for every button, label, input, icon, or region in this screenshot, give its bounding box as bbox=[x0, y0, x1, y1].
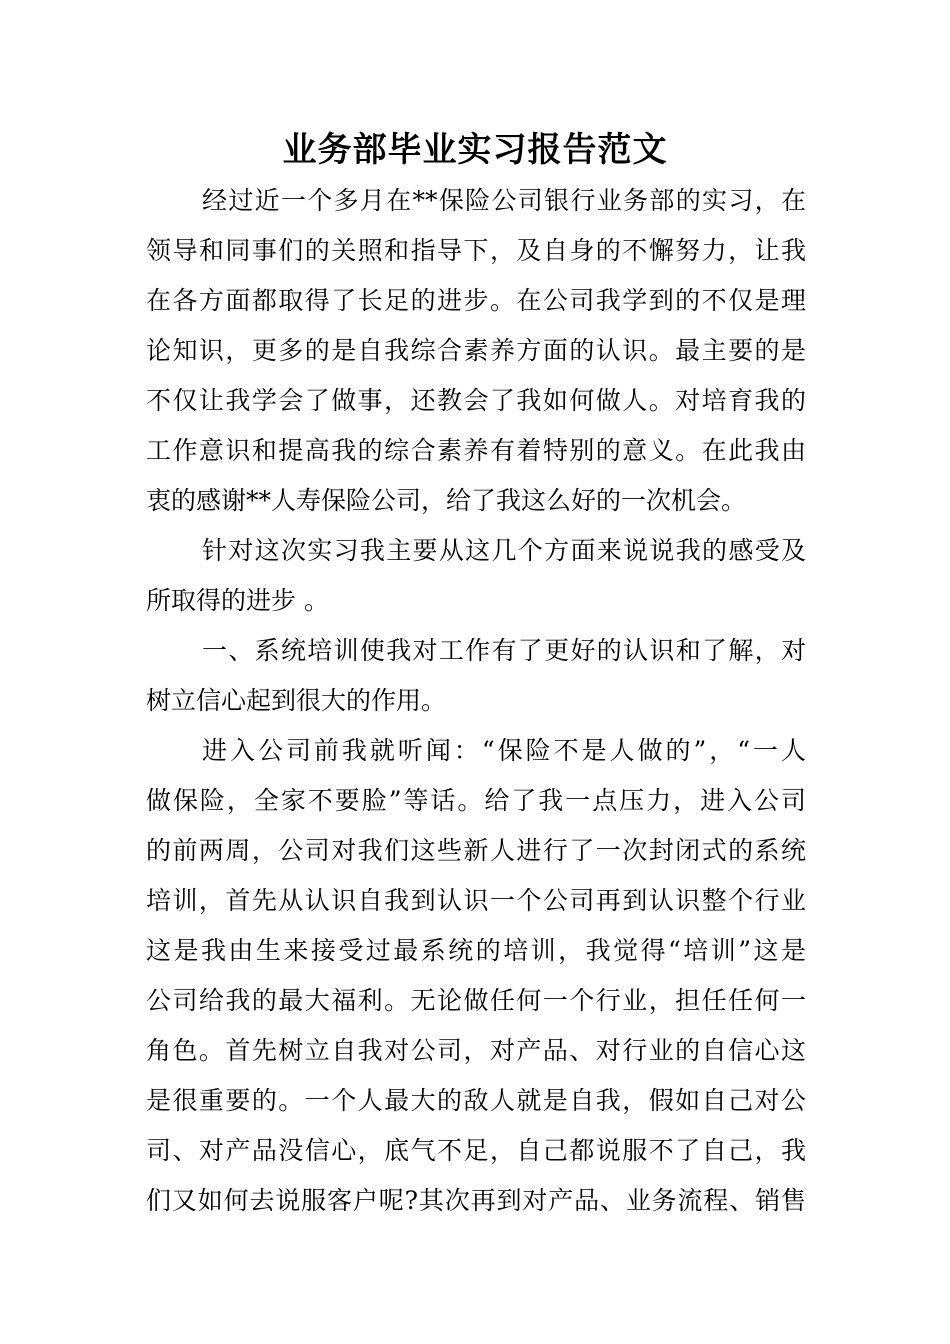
text-line: 是很重要的。一个人最大的敌人就是自我，假如自己对公 bbox=[146, 1086, 806, 1115]
document-body bbox=[146, 176, 806, 1226]
text-line: 领导和同事们的关照和指导下，及自身的不懈努力，让我 bbox=[146, 236, 806, 265]
text-line: 的前两周，公司对我们这些新人进行了一次封闭式的系统 bbox=[146, 836, 806, 865]
text-line: 树立信心起到很大的作用。 bbox=[146, 686, 447, 715]
text-line: 做保险，全家不要脸”等话。给了我一点压力，进入公司 bbox=[146, 786, 806, 815]
text-line: 一、系统培训使我对工作有了更好的认识和了解，对 bbox=[202, 636, 806, 665]
text-line: 培训，首先从认识自我到认识一个公司再到认识整个行业 bbox=[146, 886, 806, 915]
text-line: 们又如何去说服客户呢?其次再到对产品、业务流程、销售 bbox=[146, 1186, 806, 1215]
text-line: 经过近一个多月在**保险公司银行业务部的实习，在 bbox=[202, 186, 806, 215]
text-line: 衷的感谢**人寿保险公司，给了我这么好的一次机会。 bbox=[146, 486, 747, 515]
text-line: 公司给我的最大福利。无论做任何一个行业，担任任何一 bbox=[146, 986, 806, 1015]
text-line: 针对这次实习我主要从这几个方面来说说我的感受及 bbox=[202, 536, 806, 565]
text-line: 司、对产品没信心，底气不足，自己都说服不了自己，我 bbox=[146, 1136, 806, 1165]
text-line: 进入公司前我就听闻：“保险不是人做的”，“一人 bbox=[202, 736, 806, 765]
text-line: 所取得的进步 。 bbox=[146, 586, 329, 615]
text-line: 论知识，更多的是自我综合素养方面的认识。最主要的是 bbox=[146, 336, 806, 365]
text-line: 角色。首先树立自我对公司，对产品、对行业的自信心这 bbox=[146, 1036, 806, 1065]
text-line: 工作意识和提高我的综合素养有着特别的意义。在此我由 bbox=[146, 436, 806, 465]
document-title: 业务部毕业实习报告范文 bbox=[282, 130, 668, 170]
text-line: 这是我由生来接受过最系统的培训，我觉得“培训”这是 bbox=[146, 936, 806, 965]
text-line: 不仅让我学会了做事，还教会了我如何做人。对培育我的 bbox=[146, 386, 806, 415]
text-line: 在各方面都取得了长足的进步。在公司我学到的不仅是理 bbox=[146, 286, 806, 315]
